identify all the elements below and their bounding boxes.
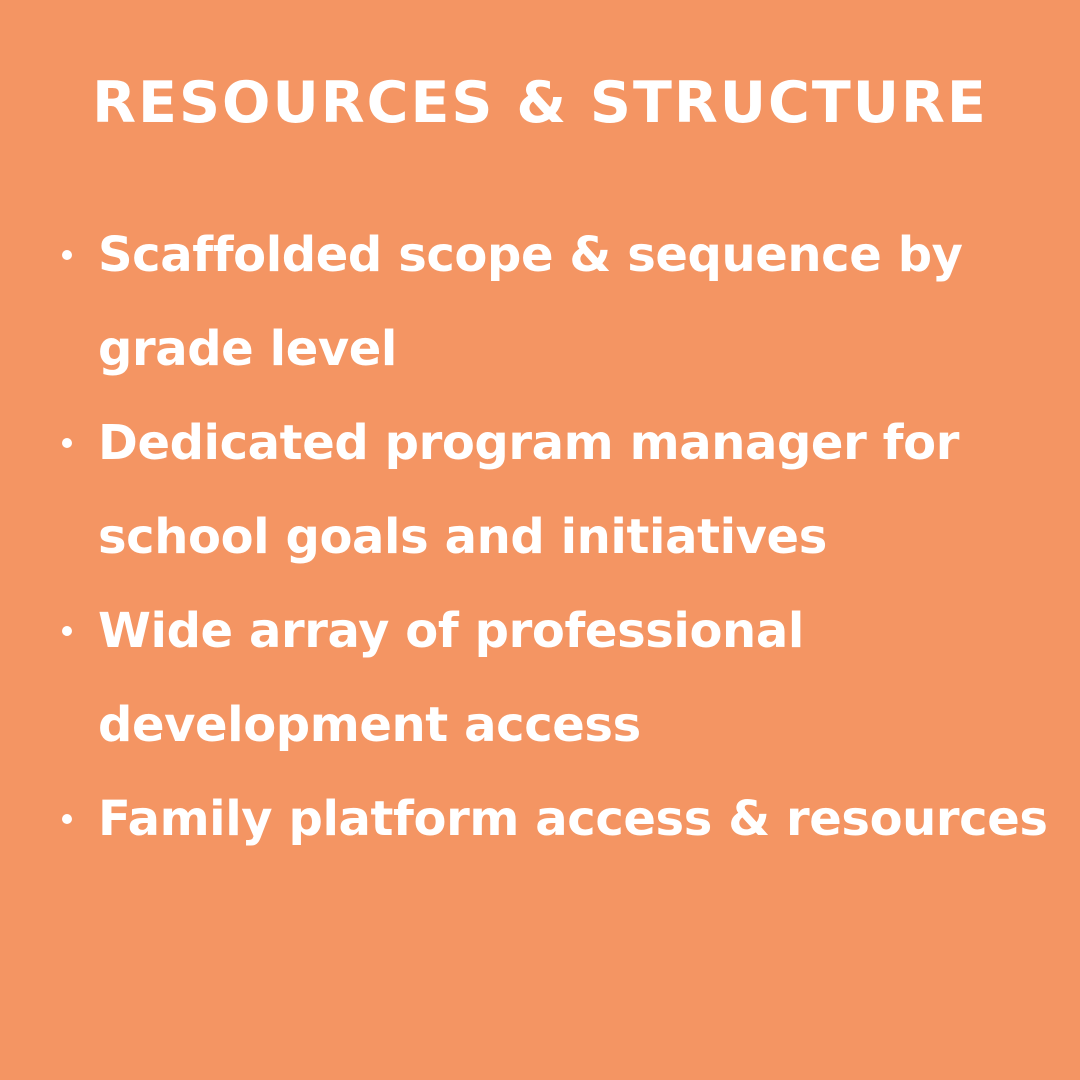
- bullet-item: [62, 396, 1072, 584]
- bullet-list: [62, 208, 1072, 866]
- bullet-text: Dedicated program manager for school goals and initiatives: [98, 415, 959, 565]
- bullet-item: [62, 584, 1072, 772]
- bullet-dot-icon: [62, 814, 72, 824]
- bullet-dot-icon: [62, 626, 72, 636]
- bullet-text: Wide array of professional development access: [98, 603, 804, 753]
- bullet-item: [62, 208, 1072, 396]
- bullet-item: [62, 772, 1072, 866]
- bullet-dot-icon: [62, 250, 72, 260]
- bullet-dot-icon: [62, 438, 72, 448]
- bullet-text: Family platform access & resources: [98, 791, 1048, 847]
- bullet-text: Scaffolded scope & sequence by grade level: [98, 227, 963, 377]
- slide-title: RESOURCES & STRUCTURE: [92, 70, 988, 136]
